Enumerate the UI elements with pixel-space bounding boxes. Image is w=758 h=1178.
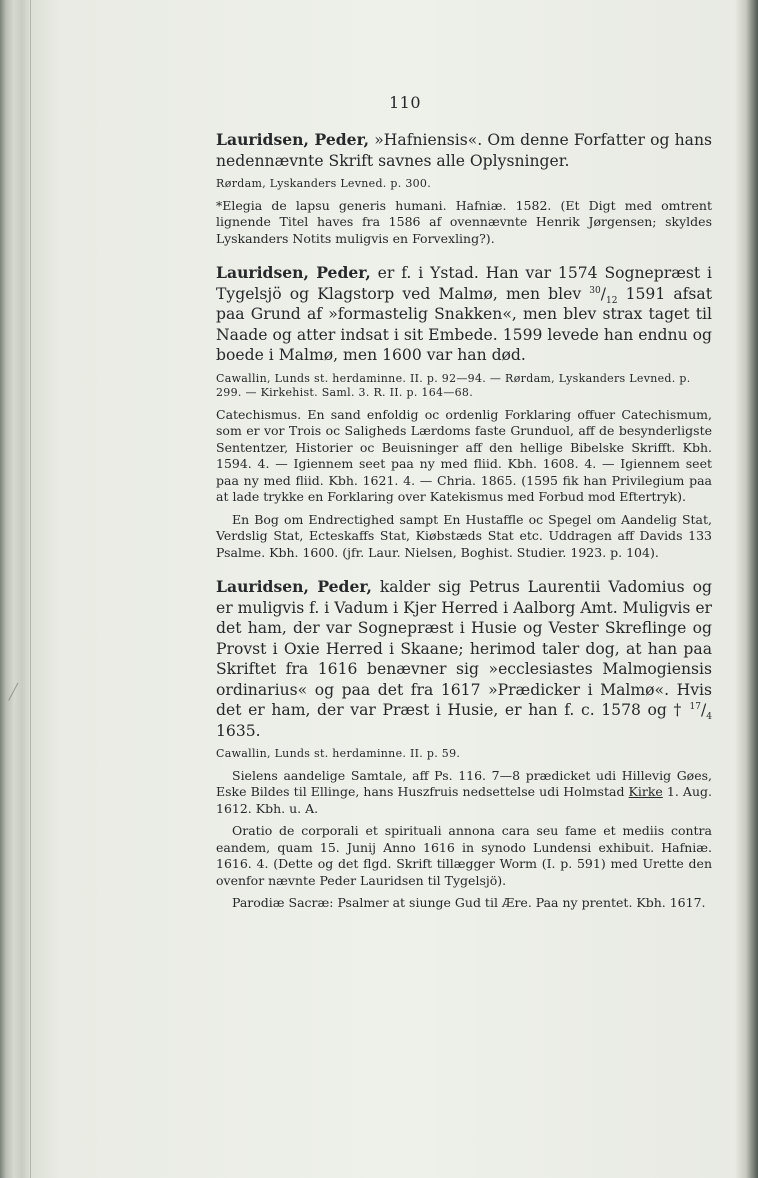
entry-3-body-a: kalder sig Petrus Laurentii Vadomius og er muligvis f. i Vadum i Kjer Herred i Aalborg Amt. Muligvis er det ham, der var Sognepræst i Husie og Vester Skreflinge og Provst i Oxie Herred i Skaane; herimod taler dog, at han paa Skriftet fra 1616 benævner sig »ecclesiastes Malmogiensis ordinarius« og paa det fra 1617 »Prædicker i Malmø«. Hvis det er ham, der var Præst i Husie, er han f. c. 1578 og †	[216, 578, 713, 719]
entry-1	[216, 130, 712, 171]
entry-3-work-3: Parodiæ Sacræ: Psalmer at siunge Gud til Ære. Paa ny prentet. Kbh. 1617.	[232, 895, 706, 910]
entry-3: Lauridsen, Peder, kalder sig Petrus Laurentii Vadomius og er muligvis f. i Vadum i Kjer Herred i Aalborg Amt. Muligvis er det ham, der var Sognepræst i Husie og Vester Skreflinge og Provst i Oxie Herred i Skaane; herimod taler dog, at han paa Skriftet fra 1616 benævner sig »ecclesiastes Malmogiensis ordinarius« og paa det fra 1617 »Prædicker i Malmø«. Hvis det er ham, der var Præst i Husie, er han f. c. 1578 og † $^{17}/_4$ 1635.	[216, 577, 713, 740]
entry-1-heading: Lauridsen, Peder,	[216, 130, 370, 149]
entry-3-date-denominator: 4	[706, 712, 712, 723]
book-page	[36, 0, 736, 1178]
entry-2-work-1: Catechismus. En sand enfoldig oc ordenlig Forklaring offuer Catechismum, som er vor Trois oc Saligheds Lærdoms faste Grunduol, aff de besynderligste Sententzer, Historier oc Beuisninger aff den hellige Bibelske Skrifft. Kbh. 1594. 4. — Igiennem seet paa ny med fliid. Kbh. 1608. 4. — Igiennem seet paa ny med fliid. Kbh. 1621. 4. — Chria. 1865. (1595 fik han Privilegium paa at lade trykke en Forklaring over Katekismus med Forbud mod Eftertryk).	[216, 406, 712, 504]
entry-3-heading: Lauridsen, Peder,	[216, 577, 372, 596]
entry-2-date-denominator: 12	[606, 295, 618, 306]
page-gutter-line	[30, 0, 31, 1178]
entry-3-date-numerator: 17	[689, 701, 701, 712]
entry-2-body-a: er f. i Ystad. Han var 1574 Sognepræst i Tygelsjö og Klagstorp ved Malmø, men blev	[216, 264, 712, 303]
entry-3-work-1-b: 1. Aug. 1612. Kbh. u. A.	[216, 784, 712, 816]
entry-2: Lauridsen, Peder, er f. i Ystad. Han var 1574 Sognepræst i Tygelsjö og Klagstorp ved Malmø, men blev $^{30}/_{12}$ 1591 afsat paa Grund af »formastelig Snakken«, men blev strax taget til Naade og atter indsat i sit Embede. 1599 levede han endnu og boede i Malmø, men 1600 var han død.	[216, 263, 712, 364]
entry-2-work-2: En Bog om Endrectighed sampt En Hustaffle oc Spegel om Aandelig Stat, Verdslig Stat, Ecteskaffs Stat, Kiøbstæds Stat etc. Uddragen aff Davids 133 Psalme. Kbh. 1600. (jfr. Laur. Nielsen, Boghist. Studier. 1923. p. 104).	[216, 511, 712, 560]
entry-1-work-1: *Elegia de lapsu generis humani. Hafniæ. 1582. (Et Digt med omtrent lignende Titel haves fra 1586 af ovennævnte Henrik Jørgensen; skyldes Lyskanders Notits muligvis en Forvexling?).	[216, 197, 712, 246]
entry-3-body-b: 1635.	[216, 721, 261, 740]
entry-2-body-b: 1591 afsat paa Grund af »formastelig Snakken«, men blev strax taget til Naade og atter indsat i sit Embede. 1599 levede han endnu og boede i Malmø, men 1600 var han død.	[216, 284, 712, 364]
entry-2-date-numerator: 30	[589, 285, 601, 296]
page-content	[216, 130, 712, 912]
entry-3-work-1	[216, 768, 712, 818]
entry-3-reference: Cawallin, Lunds st. herdaminne. II. p. 59.	[216, 747, 461, 760]
page-number: 110	[388, 93, 422, 112]
entry-2-heading: Lauridsen, Peder,	[216, 263, 371, 282]
entry-1-reference: Rørdam, Lyskanders Levned. p. 300.	[216, 177, 432, 190]
entry-3-work-1-a: Sielens aandelige Samtale, aff Ps. 116. 7—8 prædicket udi Hillevig Gøes, Eske Bildes til Ellinge, hans Huszfruis nedsettelse udi Holmstad	[216, 767, 712, 799]
entry-2-reference: Cawallin, Lunds st. herdaminne. II. p. 92—94. — Rørdam, Lyskanders Levned. p. 299. — Kirkehist. Saml. 3. R. II. p. 164—68.	[216, 371, 691, 399]
entry-1-body: »Hafniensis«. Om denne Forfatter og hans nedennævnte Skrift savnes alle Oplysninger.	[216, 131, 712, 170]
entry-3-work-2: Oratio de corporali et spirituali annona cara seu fame et mediis contra eandem, quam 15. Junij Anno 1616 in synodo Lundensi exhibuit. Hafniæ. 1616. 4. (Dette og det flgd. Skrift tillægger Worm (I. p. 591) med Urette den ovenfor nævnte Peder Lauridsen til Tygelsjö).	[216, 823, 712, 888]
entry-3-work-1-underlined: Kirke	[628, 784, 663, 799]
